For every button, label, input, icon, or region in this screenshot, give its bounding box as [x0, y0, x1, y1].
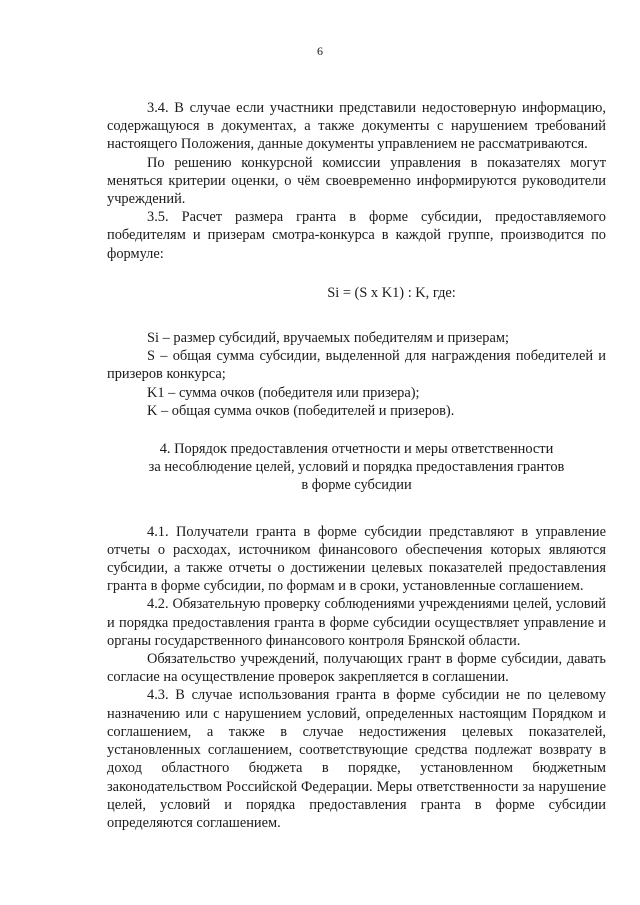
definition-si: Si – размер субсидий, вручаемых победителям и призерам; [147, 330, 509, 347]
document-body [107, 99, 606, 832]
paragraph-3-4: 3.4. В случае если участники представили недостоверную информацию, содержащуюся в документах, а также документы с нарушением требований настоящего Положения, данные документы управлением не рассматриваются. [107, 100, 606, 153]
section-4-heading [107, 440, 606, 495]
page-number: 6 [317, 44, 323, 58]
definition-s: S – общая сумма субсидии, выделенной для награждения победителей и призеров конкурса; [107, 348, 606, 383]
paragraph-3-4-criteria: По решению конкурсной комиссии управления в показателях могут меняться критерии оценки, о чём своевременно информируются руководители учреждений. [107, 154, 606, 208]
heading-line-1: 4. Порядок предоставления отчетности и меры ответственности [159, 441, 554, 458]
paragraph-4-3: 4.3. В случае использования гранта в форме субсидии не по целевому назначению или с нарушением условий, определенных настоящим Порядком и соглашением, а также в случае недостижения целевых показателей, установленных соглашением, соответствующие средства подлежат возврату в доход областного бюджета в порядке, установленном бюджетным законодательством Российской Федерации. Меры ответственности за нарушение целей, условий и порядка предоставления гранта в форме субсидии определяются соглашением. [107, 687, 606, 831]
paragraph-3-5: 3.5. Расчет размера гранта в форме субсидии, предоставляемого победителям и призерам смотра-конкурса в каждой группе, производится по формуле: [107, 209, 606, 262]
heading-line-3: в форме субсидии [301, 477, 412, 494]
paragraph-4-2-obligation: Обязательство учреждений, получающих грант в форме субсидии, давать согласие на осуществление проверок закрепляется в соглашении. [107, 651, 606, 686]
grant-formula: Si = (S x K1) : K, где: [327, 284, 456, 301]
paragraph-4-2: 4.2. Обязательную проверку соблюдениями учреждениями целей, условий и порядка предоставления гранта в форме субсидии осуществляет управление и органы государственного финансового контроля Брянской области. [107, 596, 606, 649]
heading-line-2: за несоблюдение целей, условий и порядка предоставления грантов [148, 459, 565, 476]
paragraph-4-1: 4.1. Получатели гранта в форме субсидии представляют в управление отчеты о расходах, источником финансового обеспечения которых являются субсидии, а также отчеты о достижении целевых показателей предоставления гранта в форме субсидии, по формам и в сроки, установленные соглашением. [107, 523, 606, 595]
definition-k: K – общая сумма очков (победителей и призеров). [147, 402, 455, 419]
definition-k1: K1 – сумма очков (победителя или призера); [147, 384, 420, 401]
